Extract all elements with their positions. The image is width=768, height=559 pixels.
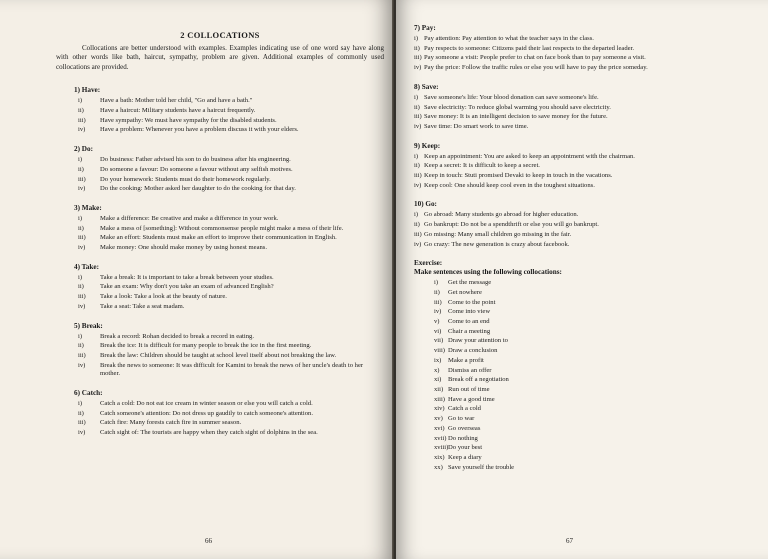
exercise-heading: Exercise: <box>414 259 443 268</box>
item-number: iii) <box>78 116 86 124</box>
item-number: ii) <box>414 221 420 229</box>
item-text: Do your homework: Students must do their homework regularly. <box>100 175 271 183</box>
item-number: xi) <box>434 376 442 384</box>
item-text: Take an exam: Why don't you take an exam of advanced English? <box>100 283 274 291</box>
list-item <box>414 182 758 191</box>
item-text: Make an effort: Students must make an effort to improve their communication in English. <box>100 234 337 242</box>
collocation-list <box>56 333 384 380</box>
item-number: xx) <box>434 463 443 471</box>
list-item <box>414 35 758 44</box>
item-text: Go missing: Many small children go missing in the fair. <box>424 230 572 238</box>
item-text: Break a record: Rohan decided to break a record in eating. <box>100 332 254 340</box>
item-number: iv) <box>78 361 86 369</box>
item-number: iv) <box>78 244 86 252</box>
exercise-item <box>414 415 758 424</box>
item-text: Save electricity: To reduce global warming you should save electricity. <box>424 103 611 111</box>
exercise-item <box>414 454 758 463</box>
list-item <box>414 54 758 63</box>
list-item <box>56 117 384 126</box>
list-item <box>56 274 384 283</box>
exercise-item <box>414 337 758 346</box>
page-number-right: 67 <box>566 537 573 545</box>
item-number: iii) <box>414 172 422 180</box>
list-item <box>56 283 384 292</box>
item-text: Do your best <box>448 444 483 452</box>
item-number: i) <box>414 211 419 219</box>
section-heading: 2) Do: <box>74 145 93 154</box>
list-item <box>56 342 384 351</box>
list-item <box>56 244 384 253</box>
left-sections <box>56 86 384 438</box>
item-text: Come to the point <box>448 298 496 306</box>
collocation-list <box>56 97 384 135</box>
exercise-item <box>414 425 758 434</box>
item-number: iii) <box>414 54 422 62</box>
section-heading: 9) Keep: <box>414 141 441 150</box>
item-number: iv) <box>414 64 422 72</box>
item-text: Do someone a favour: Do someone a favour without any selfish motives. <box>100 165 293 173</box>
exercise-item <box>414 279 758 288</box>
collocation-list <box>56 400 384 438</box>
item-text: Go abroad: Many students go abroad for higher education. <box>424 211 579 219</box>
item-text: Catch sight of: The tourists are happy when they catch sight of dolphins in the sea. <box>100 429 318 437</box>
item-text: Go crazy: The new generation is crazy about facebook. <box>424 240 570 248</box>
item-number: i) <box>434 279 439 287</box>
item-number: xviii) <box>434 444 449 452</box>
item-text: Get the message <box>448 279 492 287</box>
item-number: xvi) <box>434 424 445 432</box>
list-item <box>56 303 384 312</box>
item-text: Break the ice: It is difficult for many people to break the ice in the first meeting. <box>100 342 312 350</box>
exercise-item <box>414 289 758 298</box>
item-text: Have a haircut: Military students have a haircut frequently. <box>100 107 256 115</box>
list-item <box>414 153 758 162</box>
item-text: Get nowhere <box>448 288 482 296</box>
item-number: iii) <box>434 298 442 306</box>
right-page <box>396 0 768 559</box>
list-item <box>56 166 384 175</box>
list-item <box>56 185 384 194</box>
item-text: Keep in touch: Stuti promised Devaki to keep in touch in the vacations. <box>424 172 613 180</box>
item-number: iv) <box>414 122 422 130</box>
list-item <box>56 97 384 106</box>
exercise-item <box>414 464 758 473</box>
item-text: Have a good time <box>448 395 495 403</box>
item-number: iv) <box>414 181 422 189</box>
list-item <box>56 429 384 438</box>
section-heading: 3) Make: <box>74 203 102 212</box>
collocation-list <box>414 94 758 132</box>
item-text: Take a seat: Take a seat madam. <box>100 302 185 310</box>
item-number: vi) <box>434 327 442 335</box>
item-number: ii) <box>434 288 440 296</box>
item-number: viii) <box>434 347 445 355</box>
exercise-item <box>414 435 758 444</box>
item-number: i) <box>414 93 419 101</box>
list-item <box>56 107 384 116</box>
item-number: ii) <box>78 283 84 291</box>
list-item <box>414 241 758 250</box>
item-number: i) <box>78 332 83 340</box>
item-number: iv) <box>414 240 422 248</box>
exercise-item <box>414 405 758 414</box>
item-number: iv) <box>78 126 86 134</box>
item-number: i) <box>78 97 83 105</box>
exercise-item <box>414 328 758 337</box>
item-number: iv) <box>78 302 86 310</box>
list-item <box>56 126 384 135</box>
item-text: Catch a cold <box>448 405 481 413</box>
list-item <box>56 215 384 224</box>
item-number: i) <box>414 35 419 42</box>
exercise-item <box>414 308 758 317</box>
item-text: Go overseas <box>448 424 481 432</box>
item-number: iii) <box>414 113 422 121</box>
item-text: Pay the price: Follow the traffic rules or else you will have to pay the price someday. <box>424 64 648 72</box>
item-text: Keep a diary <box>448 453 482 461</box>
item-text: Save time: Do smart work to save time. <box>424 122 529 130</box>
item-number: i) <box>78 400 83 408</box>
item-number: iii) <box>78 293 86 301</box>
item-text: Break the law: Children should be taught at school level itself about not breaking the law. <box>100 351 337 359</box>
item-text: Catch someone's attention: Do not dress up gaudily to catch someone's attention. <box>100 409 313 417</box>
item-number: iv) <box>78 185 86 193</box>
item-text: Have sympathy: We must have sympathy for the disabled students. <box>100 116 277 124</box>
item-text: Draw your attention to <box>448 337 508 345</box>
list-item <box>56 225 384 234</box>
item-number: iii) <box>78 234 86 242</box>
item-text: Chair a meeting <box>448 327 491 335</box>
item-text: Take a look: Take a look at the beauty of nature. <box>100 293 227 301</box>
item-text: Keep cool: One should keep cool even in the toughest situations. <box>424 181 595 189</box>
item-number: ix) <box>434 356 442 364</box>
item-number: x) <box>434 366 440 374</box>
collocation-list <box>56 156 384 194</box>
item-number: xii) <box>434 385 444 393</box>
list-item <box>414 211 758 220</box>
item-text: Save yourself the trouble <box>448 463 515 471</box>
item-text: Catch fire: Many forests catch fire in summer season. <box>100 419 242 427</box>
item-number: xvii) <box>434 434 447 442</box>
item-text: Dismiss an offer <box>448 366 492 374</box>
item-text: Break the news to someone: It was difficult for Kamini to break the news of her uncle's death to her mother. <box>100 361 364 378</box>
exercise-list <box>414 279 758 472</box>
list-item <box>414 104 758 113</box>
section-heading: 8) Save: <box>414 82 439 91</box>
item-number: iv) <box>434 308 442 316</box>
list-item <box>414 123 758 132</box>
exercise-item <box>414 444 758 453</box>
intro-paragraph: Collocations are better understood with examples. Examples indicating use of one word say have along with other words like bath, haircut, sympathy, problem are given. Additional examples of commonly used collocations are provided. <box>56 44 384 71</box>
exercise-item <box>414 357 758 366</box>
list-item <box>56 176 384 185</box>
item-number: iii) <box>78 175 86 183</box>
item-text: Break off a negotiation <box>448 376 509 384</box>
item-number: iii) <box>78 419 86 427</box>
item-number: ii) <box>78 409 84 417</box>
list-item <box>56 293 384 302</box>
section-heading: 4) Take: <box>74 262 99 271</box>
list-item <box>56 419 384 428</box>
item-text: Pay someone a visit: People prefer to chat on face book than to pay someone a visit. <box>424 54 646 62</box>
item-text: Run out of time <box>448 385 490 393</box>
item-text: Do business: Father advised his son to do business after his engineering. <box>100 156 291 164</box>
item-number: ii) <box>414 162 420 170</box>
item-text: Make a profit <box>448 356 484 364</box>
item-text: Keep an appointment: You are asked to keep an appointment with the chairman. <box>424 152 635 160</box>
exercise-item <box>414 386 758 395</box>
exercise-instruction: Make sentences using the following collocations: <box>414 268 562 277</box>
exercise-item <box>414 396 758 405</box>
item-number: ii) <box>78 224 84 232</box>
item-number: i) <box>78 214 83 222</box>
item-text: Make money: One should make money by using honest means. <box>100 244 268 252</box>
collocation-list <box>56 215 384 253</box>
item-text: Go bankrupt: Do not be a spendthrift or else you will go bankrupt. <box>424 221 599 229</box>
item-text: Have a bath: Mother told her child, "Go and have a bath." <box>100 97 253 105</box>
list-item <box>56 156 384 165</box>
item-text: Save someone's life: Your blood donation can save someone's life. <box>424 93 599 101</box>
page-number-left: 66 <box>205 537 212 545</box>
exercise-item <box>414 299 758 308</box>
list-item <box>56 333 384 342</box>
item-number: i) <box>78 156 83 164</box>
item-number: v) <box>434 318 440 326</box>
item-text: Pay attention: Pay attention to what the teacher says in the class. <box>424 35 594 42</box>
item-number: xix) <box>434 453 445 461</box>
exercise-item <box>414 318 758 327</box>
section-heading: 7) Pay: <box>414 24 436 32</box>
right-sections <box>414 24 758 249</box>
list-item <box>414 94 758 103</box>
list-item <box>414 172 758 181</box>
list-item <box>414 64 758 73</box>
item-text: Draw a conclusion <box>448 347 498 355</box>
item-text: Come to an end <box>448 318 490 326</box>
item-text: Catch a cold: Do not eat ice cream in winter season or else you will catch a cold. <box>100 400 313 408</box>
item-text: Make a mess of [something]: Without commonsense people might make a mess of their life. <box>100 224 344 232</box>
item-number: ii) <box>414 44 420 52</box>
item-text: Make a difference: Be creative and make a difference in your work. <box>100 214 279 222</box>
item-text: Keep a secret: It is difficult to keep a secret. <box>424 162 540 170</box>
exercise-item <box>414 376 758 385</box>
item-text: Do the cooking: Mother asked her daughter to do the cooking for that day. <box>100 185 296 193</box>
item-number: xiv) <box>434 405 445 413</box>
section-heading: 10) Go: <box>414 200 437 209</box>
item-number: ii) <box>78 342 84 350</box>
item-number: xv) <box>434 415 443 423</box>
list-item <box>414 162 758 171</box>
item-text: Go to war <box>448 415 475 423</box>
item-number: iii) <box>78 351 86 359</box>
item-text: Pay respects to someone: Citizens paid their last respects to the departed leader. <box>424 44 635 52</box>
item-number: ii) <box>78 165 84 173</box>
list-item <box>56 400 384 409</box>
item-number: iv) <box>78 429 86 437</box>
item-number: vii) <box>434 337 444 345</box>
list-item <box>56 234 384 243</box>
chapter-title: 2 COLLOCATIONS <box>180 30 260 40</box>
list-item <box>414 221 758 230</box>
list-item <box>56 352 384 361</box>
item-text: Come into view <box>448 308 491 316</box>
section-heading: 6) Catch: <box>74 389 103 398</box>
collocation-list <box>414 211 758 249</box>
item-number: i) <box>414 152 419 160</box>
list-item <box>56 362 384 379</box>
list-item <box>414 231 758 240</box>
item-text: Have a problem: Whenever you have a problem discuss it with your elders. <box>100 126 299 134</box>
collocation-list <box>56 274 384 312</box>
item-number: i) <box>78 273 83 281</box>
list-item <box>56 410 384 419</box>
item-number: xiii) <box>434 395 445 403</box>
item-text: Do nothing <box>448 434 478 442</box>
item-number: iii) <box>414 230 422 238</box>
section-heading: 1) Have: <box>74 86 101 95</box>
item-text: Take a break: It is important to take a break between your studies. <box>100 273 274 281</box>
item-number: ii) <box>78 107 84 115</box>
collocation-list <box>414 35 758 73</box>
item-text: Save money: It is an intelligent decision to save money for the future. <box>424 113 608 121</box>
collocation-list <box>414 153 758 191</box>
exercise-item <box>414 367 758 376</box>
exercise-item <box>414 347 758 356</box>
list-item <box>414 45 758 54</box>
item-number: ii) <box>414 103 420 111</box>
list-item <box>414 113 758 122</box>
section-heading: 5) Break: <box>74 321 103 330</box>
